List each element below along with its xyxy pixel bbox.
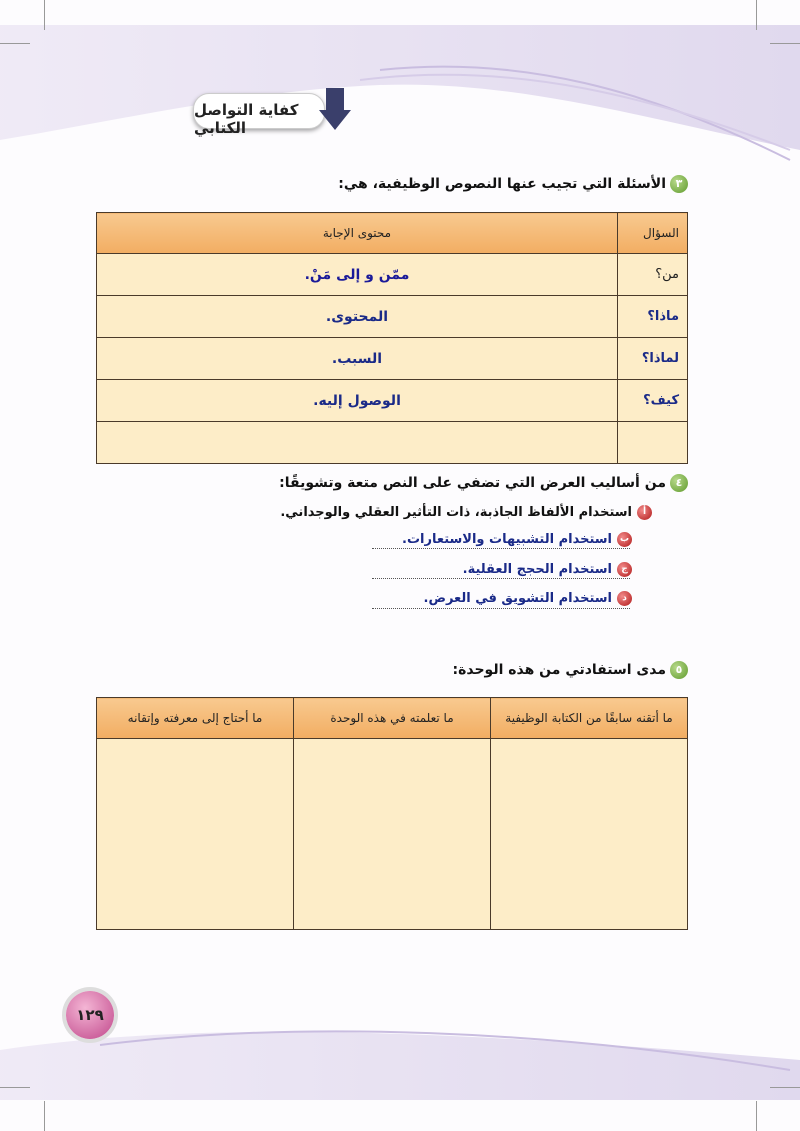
section3-heading: ٣الأسئلة التي تجيب عنها النصوص الوظيفية، هي: bbox=[338, 175, 688, 193]
section4-number: ٤ bbox=[670, 474, 688, 492]
col-answer-header: محتوى الإجابة bbox=[97, 213, 618, 254]
question-cell: كيف؟ bbox=[618, 380, 688, 422]
reflection-cell[interactable] bbox=[97, 739, 294, 930]
table-row bbox=[97, 422, 688, 464]
table-row bbox=[97, 296, 688, 338]
list-item[interactable]: جاستخدام الحجج العقلية. bbox=[463, 562, 632, 577]
section4-heading: ٤من أساليب العرض التي تضفي على النص متعة وتشويقًا: bbox=[279, 474, 688, 492]
list-item: أاستخدام الألفاظ الجاذبة، ذات التأثير العقلي والوجداني. bbox=[280, 505, 652, 520]
header-title: كفاية التواصل الكتابي bbox=[194, 101, 299, 137]
answer-line bbox=[372, 548, 630, 549]
table-row bbox=[97, 254, 688, 296]
table-row bbox=[97, 338, 688, 380]
question-cell: ماذا؟ bbox=[618, 296, 688, 338]
section5-heading: ٥مدى استفادتي من هذه الوحدة: bbox=[453, 661, 689, 679]
page-number: ١٢٩ bbox=[66, 991, 114, 1039]
col-header: ما أتقنه سابقًا من الكتابة الوظيفية bbox=[491, 698, 688, 739]
answer-cell[interactable]: ممّن و إلى مَنْ. bbox=[97, 254, 618, 296]
section3-number: ٣ bbox=[670, 175, 688, 193]
question-cell: من؟ bbox=[618, 254, 688, 296]
col-header: ما أحتاج إلى معرفته وإتقانه bbox=[97, 698, 294, 739]
answer-cell[interactable]: السبب. bbox=[97, 338, 618, 380]
col-question-header: السؤال bbox=[618, 213, 688, 254]
questions-table bbox=[96, 212, 688, 464]
section5-number: ٥ bbox=[670, 661, 688, 679]
answer-cell[interactable] bbox=[97, 422, 618, 464]
list-item[interactable]: داستخدام التشويق في العرض. bbox=[424, 591, 632, 606]
list-item[interactable]: باستخدام التشبيهات والاستعارات. bbox=[402, 532, 632, 547]
col-header: ما تعلمته في هذه الوحدة bbox=[294, 698, 491, 739]
header-tab bbox=[193, 93, 325, 137]
reflection-table bbox=[96, 697, 688, 930]
down-arrow-icon bbox=[318, 86, 352, 132]
answer-cell[interactable]: المحتوى. bbox=[97, 296, 618, 338]
answer-line bbox=[372, 608, 630, 609]
question-cell: لماذا؟ bbox=[618, 338, 688, 380]
reflection-cell[interactable] bbox=[491, 739, 688, 930]
reflection-cell[interactable] bbox=[294, 739, 491, 930]
answer-line bbox=[372, 578, 630, 579]
answer-cell[interactable]: الوصول إليه. bbox=[97, 380, 618, 422]
table-row bbox=[97, 380, 688, 422]
question-cell[interactable] bbox=[618, 422, 688, 464]
